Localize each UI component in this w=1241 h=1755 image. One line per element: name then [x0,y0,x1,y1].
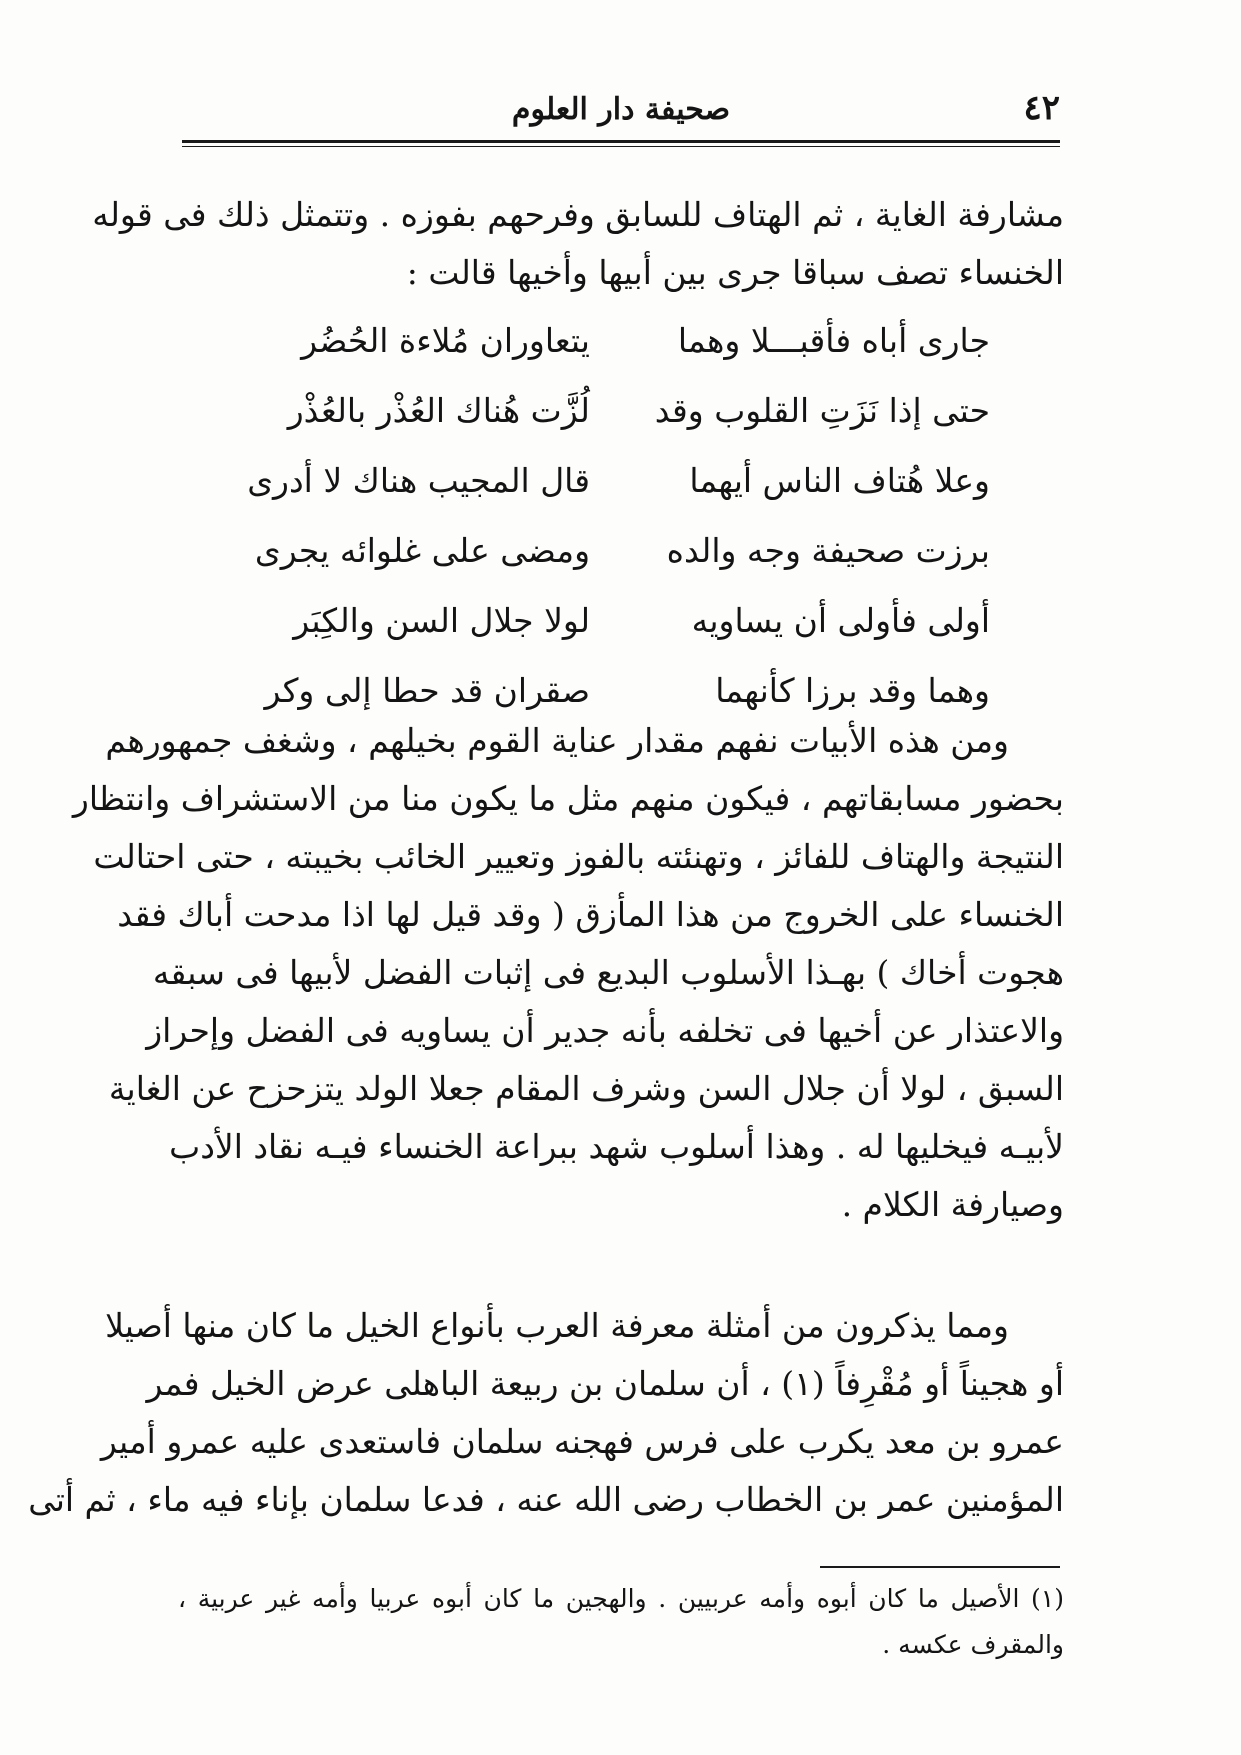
verse-first-hemistich: أولى فأولى أن يساويه [691,601,990,640]
footnote-rule [820,1566,1060,1568]
text-line: المؤمنين عمر بن الخطاب رضى الله عنه ، فدعا سلمان بإناء فيه ماء ، ثم أتى [28,1480,1064,1519]
text-line: والاعتذار عن أخيها فى تخلفه بأنه جدير أن يساويه فى الفضل وإحراز [146,1011,1064,1050]
text-line: السبق ، لولا أن جلال السن وشرف المقام جعلا الولد يتزحزح عن الغاية [108,1069,1064,1108]
verse-first-hemistich: برزت صحيفة وجه والده [666,531,990,570]
verse-second-hemistich: لولا جلال السن والكِبَر [293,601,590,640]
header-rule [182,140,1060,143]
text-line: الخنساء تصف سباقا جرى بين أبيها وأخيها قالت : [406,253,1064,292]
poem-verse [250,586,990,656]
verse-second-hemistich: قال المجيب هناك لا أدرى [247,461,590,500]
page-header [182,88,1060,132]
verse-first-hemistich: حتى إذا نَزَتِ القلوب وقد [654,391,990,430]
text-line: وصيارفة الكلام . [841,1185,1064,1224]
verse-second-hemistich: يتعاوران مُلاءة الحُضُر [301,321,590,360]
text-line: أو هجيناً أو مُقْرِفاً (١) ، أن سلمان بن ربيعة الباهلى عرض الخيل فمر [146,1364,1064,1403]
running-title: صحيفة دار العلوم [511,92,731,127]
footnote [178,1576,1064,1668]
text-line: هجوت أخاك ) بهـذا الأسلوب البديع فى إثبات الفضل لأبيها فى سبقه [152,953,1064,992]
text-line: لأبيـه فيخليها له . وهذا أسلوب شهد ببراعة الخنساء فيـه نقاد الأدب [169,1127,1064,1166]
body-paragraph [28,1297,1064,1529]
text-line: الخنساء على الخروج من هذا المأزق ( وقد قيل لها اذا مدحت أباك فقد [117,895,1064,934]
text-line: النتيجة والهتاف للفائز ، وتهنئته بالفوز وتعيير الخائب بخيبته ، حتى احتالت [93,837,1064,876]
page-number: ٤٢ [1023,88,1060,128]
body-paragraph [72,712,1064,1234]
verse-first-hemistich: جارى أباه فأقبـــلا وهما [677,321,990,360]
poem-verse [250,516,990,586]
poem [247,306,990,726]
text-line: بحضور مسابقاتهم ، فيكون منهم مثل ما يكون منا من الاستشراف وانتظار [72,779,1064,818]
verse-first-hemistich: وعلا هُتاف الناس أيهما [689,461,990,500]
header-rule-thin [182,146,1060,147]
verse-second-hemistich: صقران قد حطا إلى وكر [264,671,590,710]
verse-second-hemistich: ومضى على غلوائه يجرى [254,531,590,570]
poem-verse [247,446,990,516]
intro-paragraph [92,186,1064,302]
footnote-line: والمقرف عكسه . [882,1630,1064,1659]
text-line: مشارفة الغاية ، ثم الهتاف للسابق وفرحهم بفوزه . وتتمثل ذلك فى قوله [92,195,1064,234]
text-line: ومن هذه الأبيات نفهم مقدار عناية القوم بخيلهم ، وشغف جمهورهم [105,721,1009,760]
verse-first-hemistich: وهما وقد برزا كأنهما [715,671,990,710]
poem-verse [250,306,990,376]
poem-verse [250,376,990,446]
text-line: ومما يذكرون من أمثلة معرفة العرب بأنواع الخيل ما كان منها أصيلا [105,1306,1009,1345]
footnote-line: (١) الأصيل ما كان أبوه وأمه عربيين . والهجين ما كان أبوه عربيا وأمه غير عربية ، [178,1584,1064,1613]
verse-second-hemistich: لُزَّت هُناك العُذْر بالعُذْر [287,391,590,430]
text-line: عمرو بن معد يكرب على فرس فهجنه سلمان فاستعدى عليه عمرو أمير [100,1422,1064,1461]
